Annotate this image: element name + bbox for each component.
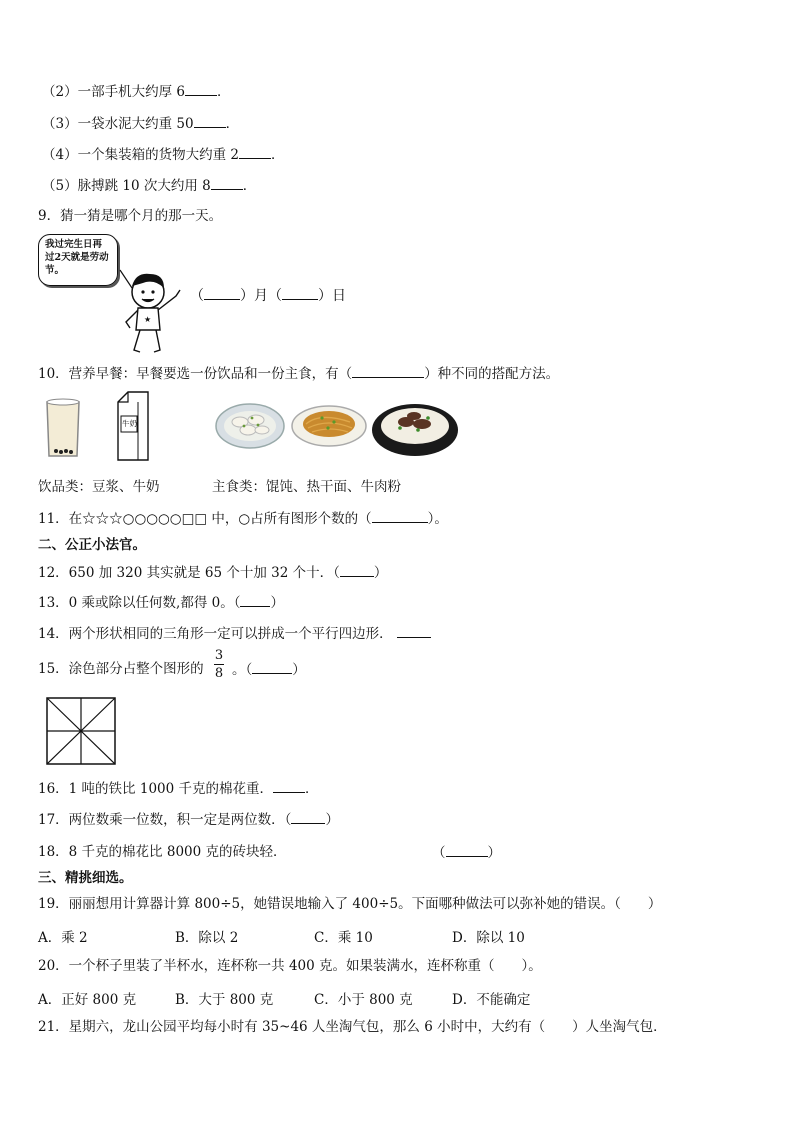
q9-title: 9．猜一猜是哪个月的那一天。 xyxy=(38,208,223,224)
milk-carton: 牛奶 xyxy=(112,390,152,462)
day-blank[interactable] xyxy=(282,286,318,300)
answer-blank[interactable] xyxy=(211,176,243,190)
food-category: 主食类：馄饨、热干面、牛肉粉 xyxy=(212,479,401,495)
q18-answer: （ ） xyxy=(432,845,501,861)
beef-noodle-bowl xyxy=(370,402,460,458)
section-2-heading: 二、公正小法官。 xyxy=(38,537,146,553)
answer-blank[interactable] xyxy=(185,82,217,96)
answer-blank[interactable] xyxy=(239,145,271,159)
q8-item-2: （2）一部手机大约厚 6 ． xyxy=(42,84,231,100)
answer-blank[interactable] xyxy=(446,843,488,857)
q19-option-a[interactable]: A．乘 2 xyxy=(38,930,88,946)
q8-item-5: （5）脉搏跳 10 次大约用 8 ． xyxy=(42,178,257,194)
answer-blank[interactable] xyxy=(397,624,431,638)
answer-blank[interactable] xyxy=(240,593,270,607)
answer-blank[interactable] xyxy=(273,779,305,793)
q9-answer: （ ）月（ ）日 xyxy=(190,288,346,304)
shaded-square-figure xyxy=(46,697,116,765)
q8-item-3: （3）一袋水泥大约重 50 ． xyxy=(42,116,240,132)
answer-blank[interactable] xyxy=(194,114,226,128)
q15-answer: 。（ ） xyxy=(232,662,306,678)
q13: 13．0 乘或除以任何数,都得 0。（ ） xyxy=(38,595,284,611)
month-blank[interactable] xyxy=(204,286,240,300)
q19-option-d[interactable]: D．除以 10 xyxy=(452,930,525,946)
fraction-3-8: 3 8 xyxy=(214,648,224,681)
drink-category: 饮品类：豆浆、牛奶 xyxy=(38,479,160,495)
q20-option-d[interactable]: D．不能确定 xyxy=(452,992,531,1008)
speech-bubble: 我过完生日再过2天就是劳动节。 xyxy=(38,234,118,286)
q18: 18．8 千克的棉花比 8000 克的砖块轻． xyxy=(38,844,287,860)
q16: 16．1 吨的铁比 1000 千克的棉花重． ． xyxy=(38,781,319,797)
q20-option-c[interactable]: C．小于 800 克 xyxy=(314,992,413,1008)
q19-stem: 19．丽丽想用计算器计算 800÷5，她错误地输入了 400÷5。下面哪种做法可以弥补她的错误。（ ） xyxy=(38,896,662,912)
svg-text:★: ★ xyxy=(144,315,152,324)
q14: 14．两个形状相同的三角形一定可以拼成一个平行四边形． xyxy=(38,624,431,643)
answer-blank[interactable] xyxy=(252,660,292,674)
boy-illustration xyxy=(110,262,190,356)
q17: 17．两位数乘一位数，积一定是两位数．（ ） xyxy=(38,812,339,828)
q10-title: 10．营养早餐：早餐要选一份饮品和一份主食，有（ ）种不同的搭配方法。 xyxy=(38,366,560,382)
answer-blank[interactable] xyxy=(352,364,424,378)
answer-blank[interactable] xyxy=(291,810,325,824)
q20-option-b[interactable]: B．大于 800 克 xyxy=(175,992,274,1008)
q12: 12．650 加 320 其实就是 65 个十加 32 个十．（ ） xyxy=(38,565,388,581)
q15: 15．涂色部分占整个图形的 xyxy=(38,661,204,677)
q8-item-4: （4）一个集装箱的货物大约重 2 ． xyxy=(42,147,285,163)
q19-option-c[interactable]: C．乘 10 xyxy=(314,930,373,946)
q20-option-a[interactable]: A．正好 800 克 xyxy=(38,992,137,1008)
hot-dry-noodles-bowl xyxy=(290,404,368,452)
answer-blank[interactable] xyxy=(340,563,374,577)
q20-stem: 20．一个杯子里装了半杯水，连杯称一共 400 克。如果装满水，连杯称重（ ）。 xyxy=(38,958,542,974)
q21: 21．星期六，龙山公园平均每小时有 35~46 人坐淘气包，那么 6 小时中，大约有（ ）人坐淘气包． xyxy=(38,1019,667,1035)
answer-blank[interactable] xyxy=(372,509,428,523)
q11: 11．在☆☆☆○○○○○□□ 中，○占所有图形个数的（ ）。 xyxy=(38,511,448,527)
soy-milk-glass xyxy=(44,398,82,462)
section-3-heading: 三、精挑细选。 xyxy=(38,870,133,886)
q19-option-b[interactable]: B．除以 2 xyxy=(175,930,239,946)
wonton-bowl xyxy=(214,400,286,458)
